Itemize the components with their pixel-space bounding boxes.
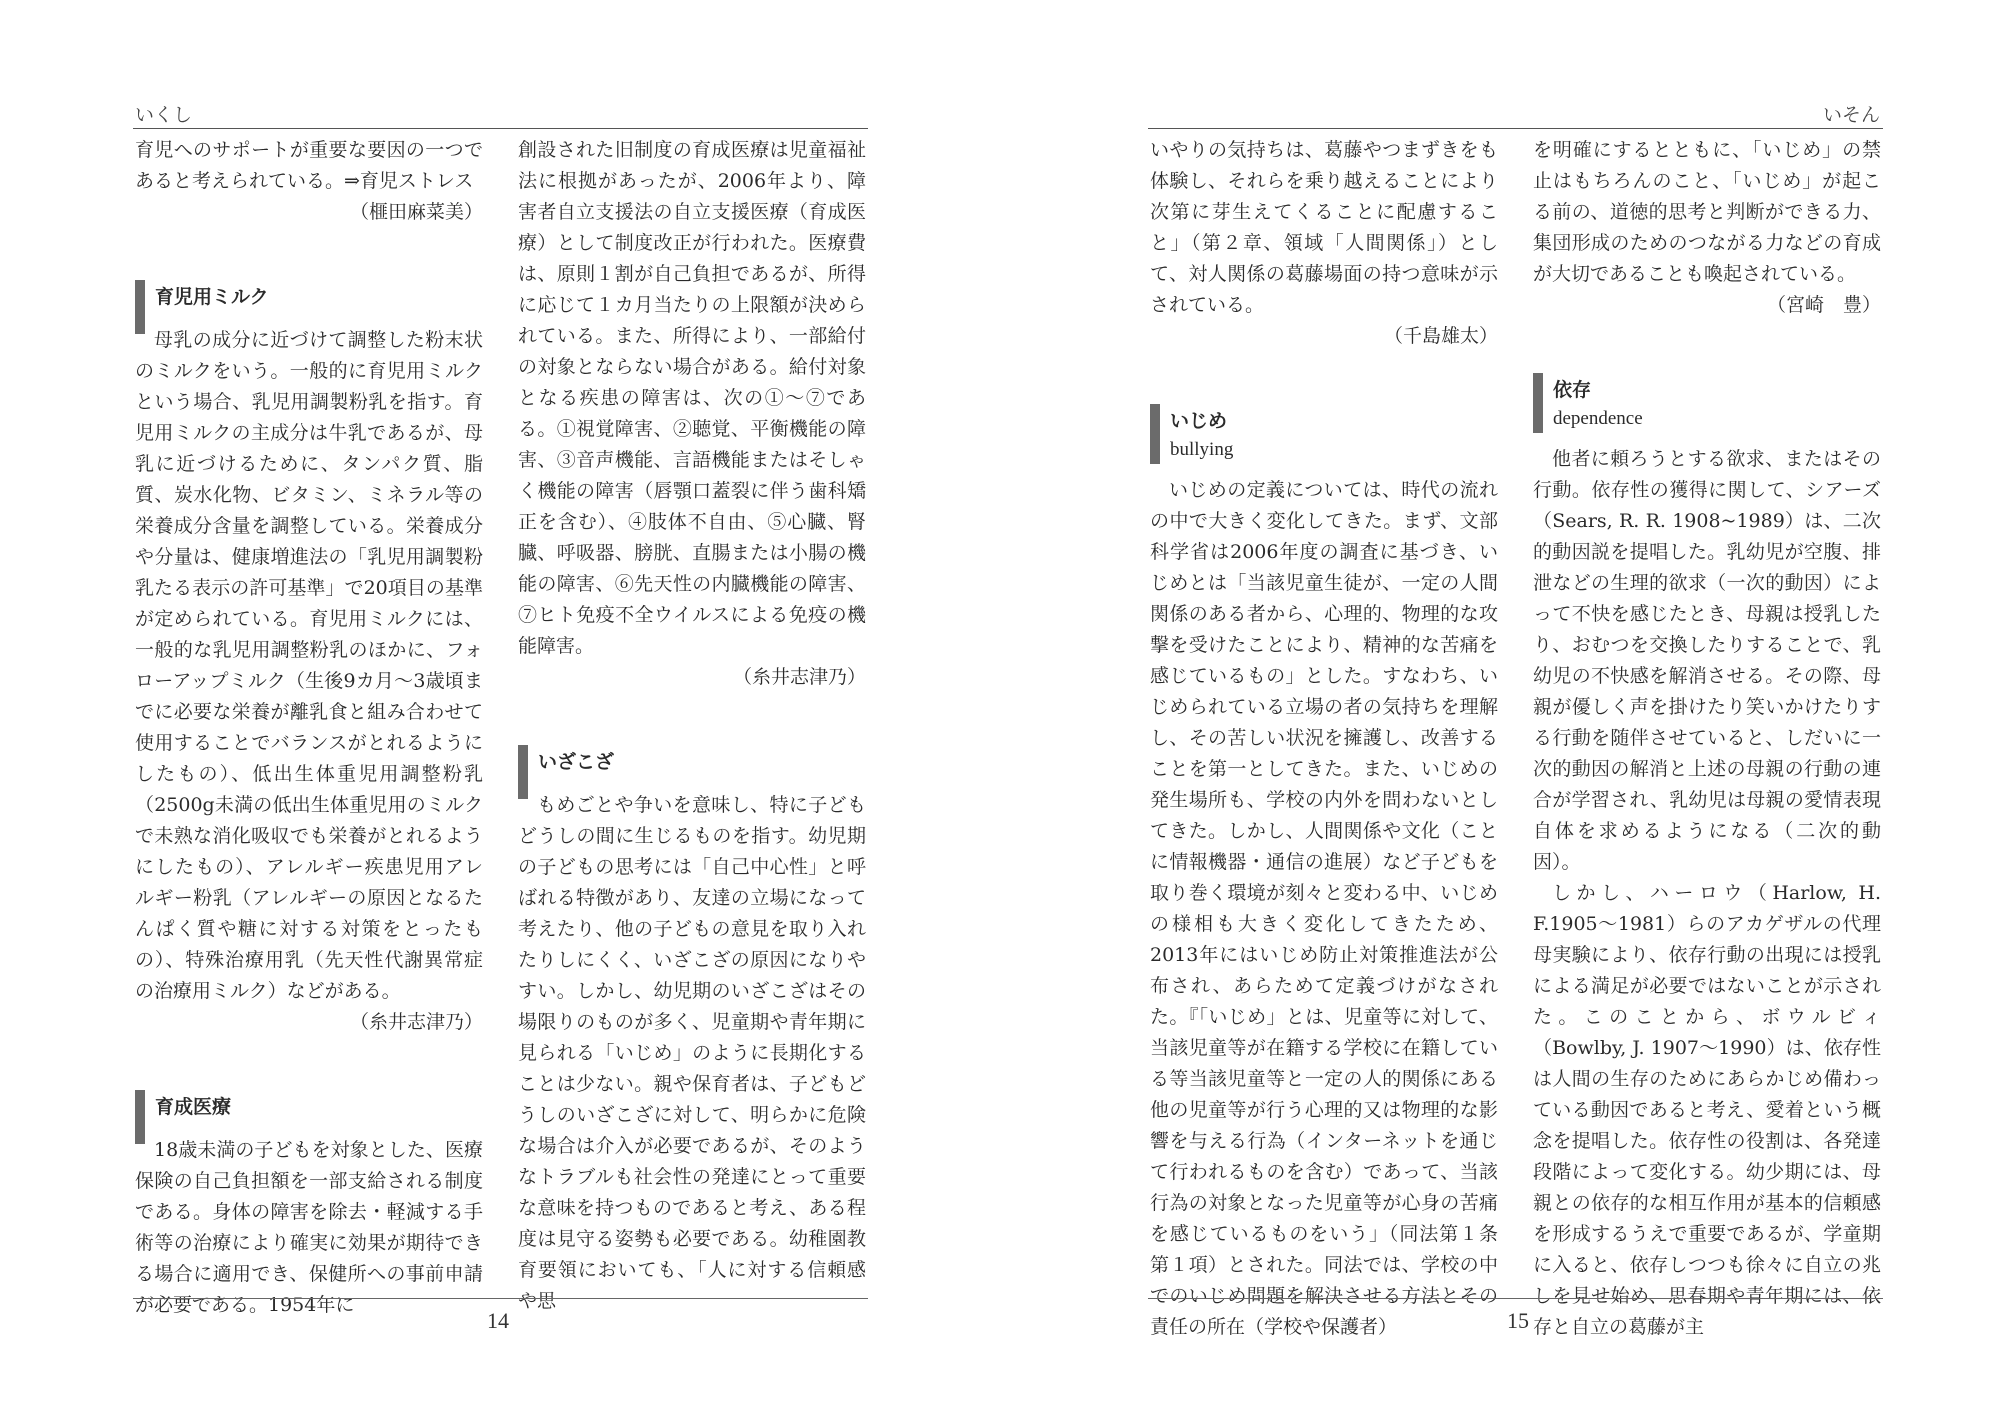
entry-heading-ijime (1150, 406, 1498, 463)
right-column-1 (1150, 135, 1498, 1338)
author-credit: （千島雄太） (1383, 325, 1498, 347)
top-rule-right (1148, 128, 1883, 129)
left-column-1 (135, 135, 483, 1316)
entry-heading-ikuji-milk (135, 282, 483, 313)
top-rule-left (133, 128, 868, 129)
running-head-right: いそん (1822, 104, 1880, 126)
entry-heading-text: いざこざ (538, 751, 615, 773)
page-number-left: 14 (487, 1308, 509, 1333)
entry-heading-izon (1533, 375, 1881, 432)
entry-body-ikuji-milk: 母乳の成分に近づけて調整した粉末状のミルクをいう。一般的に育児用ミルクという場合、乳児用調製粉乳を指す。育児用ミルクの主成分は牛乳であるが、母乳に近づけるために、タンパク質、脂質、炭水化物、ビタミン、ミネラル等の栄養成分含量を調整している。栄養成分や分量は、健康増進法の「乳児用調製粉乳たる表示の許可基準」で20項目の基準が定められている。育児用ミルクには、一般的な乳児用調整粉乳のほかに、フォローアップミルク（生後9カ月～3歳頃までに必要な栄養が離乳食と組み合わせて使用することでバランスがとれるようにしたもの）、低出生体重児用調整粉乳（2500g未満の低出生体重児用のミルクで未熟な消化吸収でも栄養がとれるようにしたもの）、アレルギー疾患児用アレルギー粉乳（アレルギーの原因となるたんぱく質や糖に対する対策をとったもの）、特殊治療用乳（先天性代謝異常症の治療用ミルク）などがある。 (135, 329, 483, 1002)
left-column-2 (518, 135, 866, 1312)
continued-paragraph: 育児へのサポートが重要な要因の一つであると考えられている。⇒育児ストレス (135, 139, 483, 192)
right-column-2 (1533, 135, 1881, 1338)
continued-paragraph: 創設された旧制度の育成医療は児童福祉法に根拠があったが、2006年より、障害者自立支援法の自立支援医療（育成医療）として制度改正が行われた。医療費は、原則１割が自己負担であるが、所得に応じて１カ月当たりの上限額が決められている。また、所得により、一部給付の対象とならない場合がある。給付対象となる疾患の障害は、次の①～⑦である。①視覚障害、②聴覚、平衡機能の障害、③音声機能、言語機能またはそしゃく機能の障害（唇顎口蓋裂に伴う歯科矯正を含む）、④肢体不自由、⑤心臓、腎臓、呼吸器、膀胱、直腸または小腸の機能の障害、⑥先天性の内臓機能の障害、⑦ヒト免疫不全ウイルスによる免疫の機能障害。 (518, 139, 866, 657)
entry-heading-izakoza (518, 747, 866, 778)
entry-heading-text: 依存 (1553, 379, 1592, 401)
author-credit: （糸井志津乃） (349, 1011, 483, 1033)
bottom-rule-right (1148, 1298, 1883, 1299)
entry-body-izakoza: もめごとや争いを意味し、特に子どもどうしの間に生じるものを指す。幼児期の子どもの思考には「自己中心性」と呼ばれる特徴があり、友達の立場になって考えたり、他の子どもの意見を取り入れたりしにくく、いざこざの原因になりやすい。しかし、幼児期のいざこざはその場限りのものが多く、児童期や青年期に見られる「いじめ」のように長期化することは少ない。親や保育者は、子どもどうしのいざこざに対して、明らかに危険な場合は介入が必要であるが、そのようなトラブルも社会性の発達にとって重要な意味を持つものであると考え、ある程度は見守る姿勢も必要である。幼稚園教育要領においても、「人に対する信頼感や思 (518, 794, 866, 1312)
entry-body-izon-2: しかし、ハーロウ（Harlow, H. F.1905～1981）らのアカゲザルの代理母実験により、依存行動の出現には授乳による満足が必要ではないことが示された。このことから、ボウルビィ（Bowlby, J. 1907～1990）は、依存性は人間の生存のためにあらかじめ備わっている動因であると考え、愛着という概念を提唱した。依存性の役割は、各発達段階によって変化する。幼少期には、母親との依存的な相互作用が基本的信頼感を形成するうえで重要であるが、学童期に入ると、依存しつつも徐々に自立の兆しを見せ始め、思春期や青年期には、依存と自立の葛藤が主 (1533, 882, 1881, 1338)
author-credit: （榧田麻菜美） (349, 201, 483, 223)
author-credit: （宮崎 豊） (1766, 294, 1881, 316)
author-credit: （糸井志津乃） (732, 666, 866, 688)
entry-body-ikusei-iryo: 18歳未満の子どもを対象とした、医療保険の自己負担額を一部支給される制度である。身体の障害を除去・軽減する手術等の治療により確実に効果が期待できる場合に適用でき、保健所への事前申請が必要である。1954年に (135, 1139, 483, 1316)
continued-paragraph: を明確にするとともに、「いじめ」の禁止はもちろんのこと、「いじめ」が起こる前の、道徳的思考と判断ができる力、集団形成のためのつながる力などの育成が大切であることも喚起されている。 (1533, 139, 1881, 285)
entry-heading-english: dependence (1553, 408, 1643, 429)
page-number-right: 15 (1507, 1308, 1529, 1333)
entry-body-ijime: いじめの定義については、時代の流れの中で大きく変化してきた。まず、文部科学省は2006年度の調査に基づき、いじめとは「当該児童生徒が、一定の人間関係のある者から、心理的、物理的な攻撃を受けたことにより、精神的な苦痛を感じているもの」とした。すなわち、いじめられている立場の者の気持ちを理解し、その苦しい状況を擁護し、改善することを第一としてきた。また、いじめの発生場所も、学校の内外を問わないとしてきた。しかし、人間関係や文化（ことに情報機器・通信の進展）など子どもを取り巻く環境が刻々と変わる中、いじめの様相も大きく変化してきたため、2013年にはいじめ防止対策推進法が公布され、あらためて定義づけがなされた。『「いじめ」とは、児童等に対して、当該児童等が在籍する学校に在籍している等当該児童等と一定の人的関係にある他の児童等が行う心理的又は物理的な影響を与える行為（インターネットを通じて行われるものを含む）であって、当該行為の対象となった児童等が心身の苦痛を感じているものをいう」（同法第１条第１項）とされた。同法では、学校の中でのいじめ問題を解決させる方法とその責任の所在（学校や保護者） (1150, 479, 1498, 1338)
entry-heading-text: 育児用ミルク (155, 286, 269, 308)
entry-heading-text: 育成医療 (155, 1096, 232, 1118)
continued-paragraph: いやりの気持ちは、葛藤やつまずきをも体験し、それらを乗り越えることにより次第に芽生えてくることに配慮すること」（第２章、領域「人間関係」）として、対人関係の葛藤場面の持つ意味が示されている。 (1150, 139, 1498, 316)
entry-heading-english: bullying (1170, 439, 1234, 460)
right-page (1000, 0, 2000, 1425)
entry-heading-text: いじめ (1170, 410, 1228, 432)
running-head-left: いくし (135, 104, 193, 126)
entry-body-izon-1: 他者に頼ろうとする欲求、またはその行動。依存性の獲得に関して、シアーズ（Sears, R. R. 1908~1989）は、二次的動因説を提唱した。乳幼児が空腹、排泄などの生理的欲求（一次的動因）によって不快を感じたとき、母親は授乳したり、おむつを交換したりすることで、乳幼児の不快感を解消させる。その際、母親が優しく声を掛けたり笑いかけたりする行動を随伴させていると、しだいに一次的動因の解消と上述の母親の行動の連合が学習され、乳幼児は母親の愛情表現自体を求めるようになる（二次的動因）。 (1533, 448, 1881, 873)
bottom-rule-left (133, 1298, 868, 1299)
entry-heading-ikusei-iryo (135, 1092, 483, 1123)
